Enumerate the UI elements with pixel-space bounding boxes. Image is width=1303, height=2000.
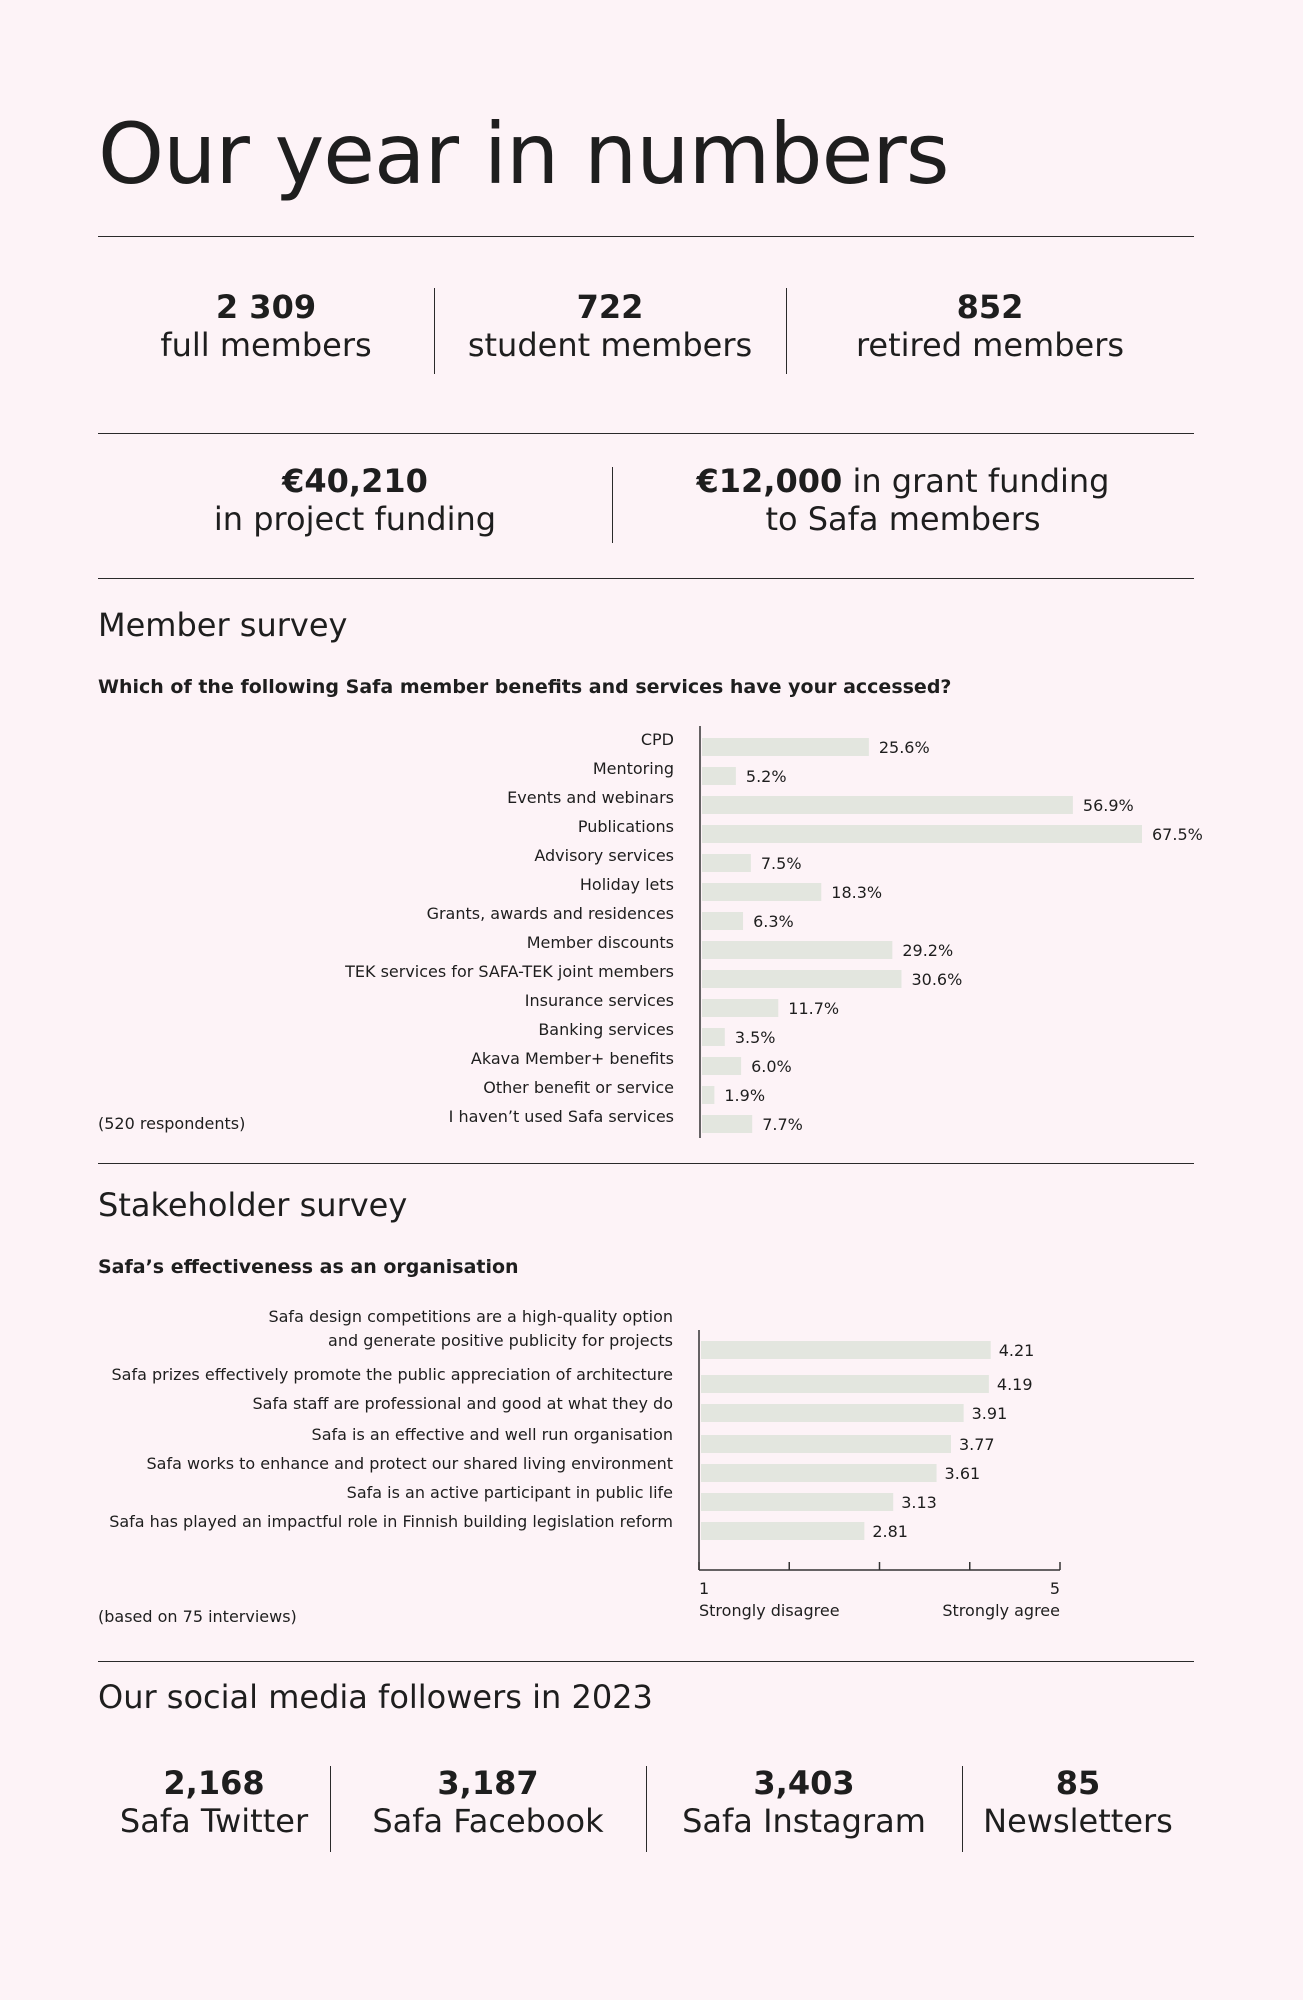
social-stats [98, 1764, 1194, 1854]
stat-instagram [646, 1764, 962, 1840]
stat-value: 2,168 [163, 1764, 265, 1802]
stakeholder-survey-question: Safa’s effectiveness as an organisation [98, 1256, 519, 1278]
stat-label: Safa Facebook [372, 1802, 604, 1840]
stat-value: 85 [1055, 1764, 1101, 1802]
value-label: 29.2% [902, 941, 954, 960]
value-label: 4.21 [998, 1341, 1035, 1360]
value-label: 3.13 [901, 1493, 937, 1512]
bar [702, 883, 821, 901]
category-label: CPD [640, 730, 674, 749]
category-label: Safa prizes effectively promote the public appreciation of architecture [111, 1365, 673, 1384]
social-heading: Our social media followers in 2023 [98, 1678, 653, 1716]
stat-label: to Safa members [765, 500, 1041, 538]
value-label: 3.5% [734, 1028, 776, 1047]
bar [701, 1404, 964, 1422]
stat-value: €12,000 [696, 462, 843, 500]
stat-label: retired members [855, 326, 1125, 364]
category-label: Safa design competitions are a high-quality option [268, 1307, 673, 1326]
member-survey-note: (520 respondents) [98, 1114, 246, 1133]
stat-label: in project funding [213, 500, 497, 538]
stat-newsletters [962, 1764, 1194, 1840]
bar [702, 796, 1073, 814]
value-label: 30.6% [911, 970, 963, 989]
category-label: Safa staff are professional and good at what they do [252, 1394, 673, 1413]
category-label: Safa has played an impactful role in Finnish building legislation reform [109, 1512, 673, 1531]
membership-stats [98, 288, 1194, 378]
value-label: 3.61 [944, 1464, 981, 1483]
stat-value: 852 [956, 288, 1024, 326]
x-tick-label: 1 [699, 1579, 710, 1598]
stat-retired-members [786, 288, 1194, 364]
category-label: Other benefit or service [483, 1078, 674, 1097]
member-survey-question: Which of the following Safa member benefits and services have your accessed? [98, 676, 952, 698]
page [98, 0, 1203, 2000]
bar [701, 1375, 989, 1393]
divider [98, 1163, 1194, 1164]
stat-label: student members [467, 326, 753, 364]
stat-value: 3,187 [437, 1764, 539, 1802]
stat-label: in grant funding [842, 462, 1110, 500]
category-label: and generate positive publicity for projects [328, 1331, 673, 1350]
value-label: 3.77 [958, 1435, 995, 1454]
member-survey-heading: Member survey [98, 606, 348, 644]
value-label: 18.3% [831, 883, 883, 902]
value-label: 11.7% [788, 999, 840, 1018]
category-label: Insurance services [524, 991, 674, 1010]
grant-line-1 [612, 462, 1194, 500]
bar [702, 970, 901, 988]
value-label: 56.9% [1082, 796, 1134, 815]
page-title: Our year in numbers [98, 105, 949, 203]
stakeholder-survey-heading: Stakeholder survey [98, 1186, 408, 1224]
stat-value: 3,403 [753, 1764, 855, 1802]
value-label: 25.6% [878, 738, 930, 757]
bar [702, 912, 743, 930]
category-label: Holiday lets [579, 875, 674, 894]
value-label: 7.7% [762, 1115, 803, 1134]
bar [702, 738, 869, 756]
category-label: Events and webinars [507, 788, 674, 807]
divider [98, 433, 1194, 434]
stat-student-members [434, 288, 786, 364]
value-label: 67.5% [1152, 825, 1203, 844]
stat-label: full members [160, 326, 372, 364]
category-label: Safa works to enhance and protect our shared living environment [146, 1454, 673, 1473]
bar [701, 1341, 991, 1359]
bar [701, 1522, 864, 1540]
x-axis-end-label: Strongly agree [942, 1601, 1060, 1620]
bar [702, 1057, 741, 1075]
bar [701, 1435, 951, 1453]
category-label: Safa is an effective and well run organisation [311, 1425, 673, 1444]
stakeholder-survey-note: (based on 75 interviews) [98, 1607, 297, 1626]
bar [702, 941, 892, 959]
value-label: 7.5% [760, 854, 802, 873]
bar [701, 1493, 893, 1511]
stat-project-funding [98, 462, 612, 538]
category-label: TEK services for SAFA-TEK joint members [345, 962, 674, 981]
category-label: Publications [577, 817, 674, 836]
category-label: Mentoring [592, 759, 674, 778]
bar [702, 854, 751, 872]
stat-facebook [330, 1764, 646, 1840]
bar [702, 1028, 725, 1046]
stat-value: €40,210 [282, 462, 428, 500]
category-label: I haven’t used Safa services [448, 1107, 674, 1126]
bar [701, 1464, 937, 1482]
member-benefits-chart [98, 720, 1203, 1140]
category-label: Grants, awards and residences [426, 904, 674, 923]
category-label: Member discounts [526, 933, 674, 952]
divider [98, 1661, 1194, 1662]
bar [702, 999, 778, 1017]
bar [702, 1086, 714, 1104]
divider [98, 236, 1194, 237]
stat-value: 722 [576, 288, 644, 326]
value-label: 4.19 [996, 1375, 1033, 1394]
stat-label: Safa Twitter [119, 1802, 309, 1840]
stat-label: Safa Instagram [682, 1802, 926, 1840]
category-label: Akava Member+ benefits [470, 1049, 674, 1068]
stat-full-members [98, 288, 434, 364]
stat-label: Newsletters [983, 1802, 1173, 1840]
category-label: Banking services [538, 1020, 674, 1039]
value-label: 2.81 [872, 1522, 908, 1541]
divider [98, 578, 1194, 579]
x-axis-end-label: Strongly disagree [699, 1601, 840, 1620]
stat-value: 2 309 [215, 288, 317, 326]
funding-stats [98, 462, 1194, 548]
bar [702, 825, 1142, 843]
value-label: 3.91 [971, 1404, 1008, 1423]
value-label: 6.3% [753, 912, 794, 931]
bar [702, 1115, 752, 1133]
x-tick-label: 5 [1049, 1579, 1060, 1598]
stat-grant-funding [612, 462, 1194, 538]
category-label: Advisory services [534, 846, 674, 865]
value-label: 5.2% [745, 767, 787, 786]
bar [702, 767, 736, 785]
value-label: 1.9% [724, 1086, 766, 1105]
stat-twitter [98, 1764, 330, 1840]
value-label: 6.0% [751, 1057, 792, 1076]
stakeholder-effectiveness-chart [98, 1300, 1194, 1630]
category-label: Safa is an active participant in public life [346, 1483, 673, 1502]
